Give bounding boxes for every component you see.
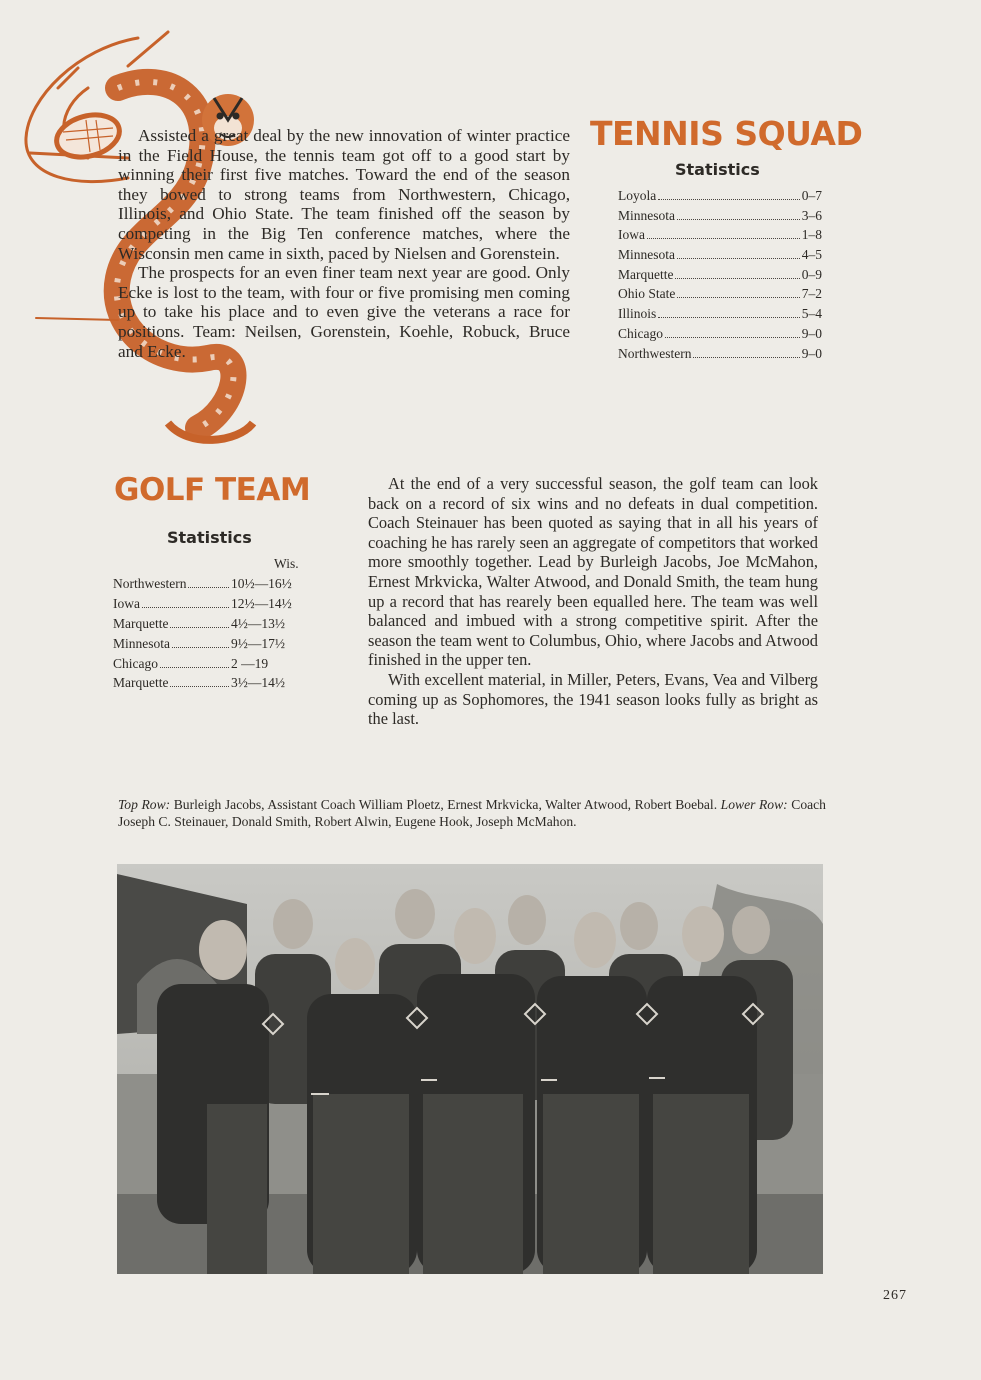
tennis-stat-row xyxy=(618,188,822,208)
tennis-stat-score: 5–4 xyxy=(801,306,822,322)
leader-dots xyxy=(677,258,800,259)
tennis-stat-score: 0–7 xyxy=(801,188,822,203)
golf-stat-team: Northwestern xyxy=(113,576,187,591)
leader-dots xyxy=(172,647,229,648)
tennis-stat-score: 7–2 xyxy=(801,286,822,302)
leader-dots xyxy=(665,337,800,338)
tennis-stat-score: 9–0 xyxy=(801,325,822,341)
leader-dots xyxy=(677,297,799,298)
golf-stat-team: Iowa xyxy=(113,595,140,611)
tennis-stat-row xyxy=(618,227,822,247)
tennis-stats-title: Statistics xyxy=(675,160,760,179)
tennis-title: TENNIS SQUAD xyxy=(590,114,863,153)
golf-stats-table xyxy=(113,576,313,695)
tennis-paragraph-2: The prospects for an even finer team next year are good. Only Ecke is lost to the team, with four or five promising men coming up to take his place and to even give the veterans a race for positions. Team: Neilsen, Gorenstein, Koehle, Robuck, Bruce and Ecke. xyxy=(118,263,570,361)
tennis-stat-team: Minnesota xyxy=(618,207,675,223)
golf-stat-team: Marquette xyxy=(113,615,169,631)
caption-lower-label: Lower Row: xyxy=(720,797,788,812)
tennis-paragraph-1: Assisted a great deal by the new innovation of winter practice in the Field House, the tennis team got off to a good start by winning their first five matches. Toward the end of the season they bowed to strong teams from Northwestern, Chicago, Illinois, and Ohio State. The team finished off the season by competing in the Big Ten conference matches, where the Wisconsin men came in sixth, paced by Nielsen and Gorenstein. xyxy=(118,126,570,263)
golf-stat-row xyxy=(113,636,313,656)
leader-dots xyxy=(647,238,800,239)
tennis-stat-score: 9–0 xyxy=(801,345,822,361)
golf-wis-label: Wis. xyxy=(274,556,299,571)
tennis-stat-score: 1–8 xyxy=(801,227,822,243)
tennis-stat-team: Ohio State xyxy=(618,286,676,302)
golf-paragraph-1: At the end of a very successful season, the golf team can look back on a record of six wins and no defeats in dual competition. Coach Steinauer has been quoted as saying that in all his years of coaching he has rarely seen an aggregate of competitors that worked more smoothly together. Lead by Burleigh Jacobs, Joe McMahon, Ernest Mrkvicka, Walter Atwood, and Donald Smith, the team hung up a record that has rearely been equalled here. The team was well balanced and imbued with a strong competitive spirit. After the season the team went to Columbus, Ohio, where Jacobs and Atwood finished in the upper ten. xyxy=(368,474,818,670)
tennis-stat-team: Illinois xyxy=(618,306,657,322)
caption-top-label: Top Row: xyxy=(118,797,171,812)
leader-dots xyxy=(160,667,229,668)
tennis-stat-row xyxy=(618,346,822,366)
golf-stat-row xyxy=(113,675,313,695)
golf-stat-score: 10½—16½ xyxy=(231,576,292,591)
tennis-stat-row xyxy=(618,306,822,326)
tennis-stat-team: Minnesota xyxy=(618,247,675,263)
tennis-stat-team: Chicago xyxy=(618,325,663,341)
tennis-article xyxy=(118,126,570,361)
tennis-stat-score: 3–6 xyxy=(801,207,822,223)
golf-stat-score: 3½—14½ xyxy=(231,675,285,691)
caption-top-text: Burleigh Jacobs, Assistant Coach William Ploetz, Ernest Mrkvicka, Walter Atwood, Robert Boebal. xyxy=(170,797,721,812)
golf-paragraph-2: With excellent material, in Miller, Peters, Evans, Vea and Vilberg coming up as Sophomores, the 1941 season looks fully as bright as the last. xyxy=(368,669,818,729)
golf-stat-score: 12½—14½ xyxy=(231,595,292,611)
leader-dots xyxy=(675,278,799,279)
tennis-stat-team: Marquette xyxy=(618,266,674,282)
tennis-stat-score: 4–5 xyxy=(801,247,822,263)
golf-stat-team: Chicago xyxy=(113,655,158,671)
tennis-stat-row xyxy=(618,326,822,346)
golf-title: GOLF TEAM xyxy=(114,472,311,508)
leader-dots xyxy=(188,587,229,588)
tennis-stat-team: Loyola xyxy=(618,188,657,203)
leader-dots xyxy=(693,357,799,358)
golf-stat-row xyxy=(113,596,313,616)
tennis-stat-row xyxy=(618,286,822,306)
leader-dots xyxy=(677,219,800,220)
tennis-stat-row xyxy=(618,247,822,267)
caption-lower-text: Coach Joseph C. Steinauer, Donald Smith, Robert Alwin, Eugene Hook, Joseph McMahon. xyxy=(118,797,826,829)
tennis-stat-score: 0–9 xyxy=(801,266,822,282)
tennis-stat-row xyxy=(618,267,822,287)
golf-team-photo xyxy=(117,864,823,1274)
golf-article xyxy=(368,474,818,729)
leader-dots xyxy=(170,627,229,628)
golf-stat-score: 4½—13½ xyxy=(231,615,285,631)
golf-stat-score: 9½—17½ xyxy=(231,635,285,651)
leader-dots xyxy=(170,686,229,687)
golf-stats-title: Statistics xyxy=(167,528,252,547)
golf-stat-team: Minnesota xyxy=(113,635,170,651)
golf-stat-row xyxy=(113,576,313,596)
photo-caption xyxy=(118,797,826,830)
tennis-stat-team: Iowa xyxy=(618,227,645,243)
golf-stat-score: 2 —19 xyxy=(231,655,269,671)
golf-stat-row xyxy=(113,616,313,636)
golf-stat-row xyxy=(113,656,313,676)
page-number: 267 xyxy=(883,1288,907,1303)
tennis-stat-row xyxy=(618,208,822,228)
tennis-stat-team: Northwestern xyxy=(618,345,692,361)
golf-stat-team: Marquette xyxy=(113,675,169,691)
leader-dots xyxy=(658,317,799,318)
leader-dots xyxy=(142,607,229,608)
leader-dots xyxy=(658,199,800,200)
tennis-stats-table xyxy=(618,188,822,365)
